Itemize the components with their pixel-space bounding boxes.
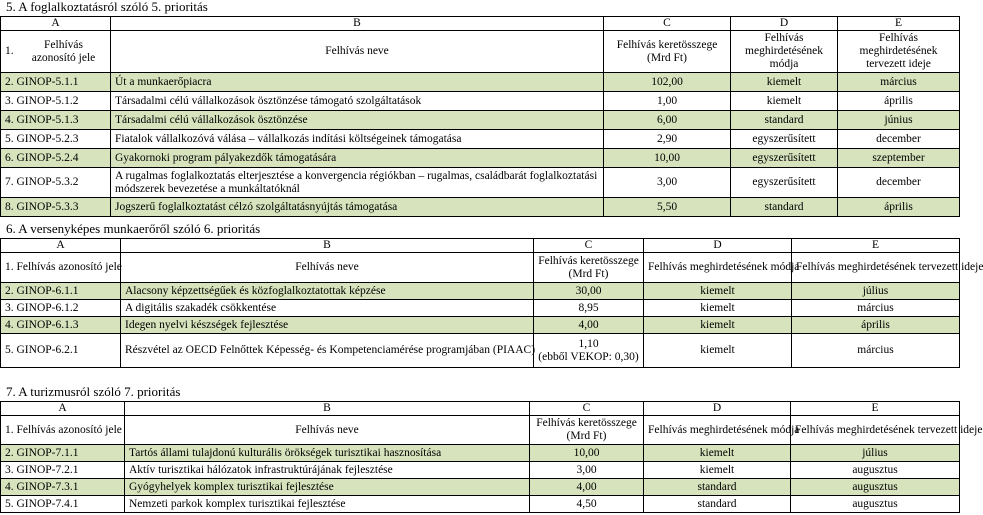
call-amount: 10,00 [604,149,731,168]
call-code: GINOP-5.3.2 [16,176,79,189]
call-name: Társadalmi célú vállalkozások ösztönzése támogató szolgáltatások [111,92,604,111]
table-row [1,168,960,198]
call-amount: 5,50 [604,198,731,217]
row-number: 8. [5,200,14,213]
call-code: GINOP-7.1.1 [16,446,79,459]
call-id [1,111,111,130]
row-number: 2. [5,75,14,88]
header-id-cell [1,31,111,73]
call-method: kiemelt [731,92,838,111]
column-letter: C [604,17,731,31]
column-letters-row [1,17,960,31]
call-code: GINOP-6.1.2 [16,301,79,314]
call-amount: 6,00 [604,111,731,130]
call-method: egyszerűsített [731,149,838,168]
column-letter: D [644,402,791,416]
header-row [1,416,960,445]
column-letter: E [792,239,960,253]
row-number: 6. [5,151,14,164]
row-number: 4. [5,318,14,331]
column-letter: A [1,402,125,416]
column-letter: C [534,239,644,253]
call-name: Aktív turisztikai hálózatok infrastruktúrájának fejlesztése [125,462,530,479]
column-letter: D [731,17,838,31]
call-name: Társadalmi célú vállalkozások ösztönzése [111,111,604,130]
call-method: kiemelt [731,73,838,92]
row-number: 5. [5,497,14,510]
call-method: kiemelt [644,445,791,462]
header-method: Felhívás meghirdetésének módja [731,31,838,73]
column-letter: B [111,17,604,31]
call-amount: 3,00 [604,168,731,198]
call-amount: 1,00 [604,92,731,111]
call-code: GINOP-5.2.3 [16,132,79,145]
call-date: szeptember [838,149,960,168]
call-amount: 4,50 [530,496,644,513]
call-date: március [838,73,960,92]
call-name: Fiatalok vállalkozóvá válása – vállalkozás indítási költségeinek támogatása [111,130,604,149]
row-number: 1. [5,423,14,436]
call-date: március [792,300,960,317]
call-method: egyszerűsített [731,168,838,198]
header-name: Felhívás neve [121,253,534,283]
call-amount: 102,00 [604,73,731,92]
call-amount: 4,00 [534,317,644,334]
row-number: 4. [5,113,14,126]
call-method: kiemelt [644,283,792,300]
call-date: december [838,168,960,198]
call-date: április [792,317,960,334]
call-code: GINOP-5.2.4 [16,151,79,164]
row-number: 2. [5,284,14,297]
call-date: július [791,445,960,462]
table-row [1,317,960,334]
call-id [1,168,111,198]
column-letter: B [121,239,534,253]
call-id [1,130,111,149]
header-name: Felhívás neve [125,416,530,445]
header-id: Felhívás azonosító jele [16,261,122,274]
call-code: GINOP-5.1.3 [16,113,79,126]
call-id [1,317,121,334]
header-id: Felhívás azonosító jele [31,38,96,64]
call-id [1,496,125,513]
call-name: Gyógyhelyek komplex turisztikai fejlesztése [125,479,530,496]
call-id [1,73,111,92]
call-name: Részvétel az OECD Felnőttek Képesség- és Kompetenciamérése programjában (PIAAC) [121,334,534,368]
call-amount: 8,95 [534,300,644,317]
call-code: GINOP-5.1.2 [16,94,79,107]
table-row [1,334,960,368]
section-6 [0,221,983,368]
header-amount: Felhívás keretösszege (Mrd Ft) [530,416,644,445]
call-amount: 2,90 [604,130,731,149]
table-row [1,462,960,479]
table-row [1,283,960,300]
column-letter: A [1,239,121,253]
call-amount: 1,10 [578,337,599,350]
call-id [1,198,111,217]
call-date: június [838,111,960,130]
table-row [1,300,960,317]
call-amount: 3,00 [530,462,644,479]
header-method: Felhívás meghirdetésének módja [644,416,791,445]
call-amount: 30,00 [534,283,644,300]
call-code: GINOP-7.3.1 [16,480,79,493]
call-method: standard [731,111,838,130]
call-name: Nemzeti parkok komplex turisztikai fejlesztése [125,496,530,513]
section-5-table [0,16,960,217]
header-id: Felhívás azonosító jele [16,423,122,436]
column-letters-row [1,402,960,416]
column-letters-row [1,239,960,253]
row-number: 5. [5,132,14,145]
call-id [1,149,111,168]
call-method: egyszerűsített [731,130,838,149]
row-number: 2. [5,446,14,459]
call-id [1,300,121,317]
call-date: március [792,334,960,368]
call-method: kiemelt [644,334,792,368]
section-5 [0,0,959,217]
header-date: Felhívás meghirdetésének tervezett ideje [792,253,960,283]
call-name: Tartós állami tulajdonú kulturális örökségek turisztikai hasznosítása [125,445,530,462]
call-name: Jogszerű foglalkoztatást célzó szolgáltatásnyújtás támogatása [111,198,604,217]
call-code: GINOP-7.2.1 [16,463,79,476]
row-number: 7. [5,176,14,189]
table-row [1,111,960,130]
row-number: 5. [5,344,14,357]
header-row [1,253,960,283]
header-amount: Felhívás keretösszege (Mrd Ft) [534,253,644,283]
call-code: GINOP-5.3.3 [16,200,79,213]
call-code: GINOP-6.1.1 [16,284,79,297]
call-amount: 4,00 [530,479,644,496]
section-5-title: 5. A foglalkoztatásról szóló 5. prioritás [6,0,208,14]
header-name: Felhívás neve [111,31,604,73]
table-row [1,149,960,168]
section-6-table [0,238,983,368]
column-letter: A [1,17,111,31]
column-letter: B [125,402,530,416]
header-id-cell [1,416,125,445]
call-name: Alacsony képzettségűek és közfoglalkoztatottak képzése [121,283,534,300]
call-id [1,283,121,300]
call-name: Idegen nyelvi készségek fejlesztése [121,317,534,334]
row-number: 4. [5,480,14,493]
row-number: 3. [5,301,14,314]
table-row [1,496,960,513]
call-name: A digitális szakadék csökkentése [121,300,534,317]
call-amount: 10,00 [530,445,644,462]
call-method: standard [644,496,791,513]
call-method: standard [644,479,791,496]
section-7-title: 7. A turizmusról szóló 7. prioritás [6,384,181,399]
row-number: 3. [5,94,14,107]
call-date: április [838,198,960,217]
call-name: A rugalmas foglalkoztatás elterjesztése a konvergencia régiókban – rugalmas, családbarát foglalkoztatási módszerek bevezetése a munkáltatóknál [111,168,604,198]
header-row [1,31,960,73]
table-row [1,73,960,92]
call-id [1,462,125,479]
call-method: kiemelt [644,462,791,479]
call-id [1,92,111,111]
call-id [1,479,125,496]
call-id [1,445,125,462]
call-date: december [838,130,960,149]
table-row [1,92,960,111]
call-code: GINOP-5.1.1 [16,75,79,88]
table-row [1,130,960,149]
row-number: 3. [5,463,14,476]
call-id [1,334,121,368]
call-amount-note: (ebből VEKOP: 0,30) [538,350,639,363]
row-number: 1. [5,261,14,274]
call-code: GINOP-6.1.3 [16,318,79,331]
column-letter: E [791,402,960,416]
call-amount-cell [534,334,644,368]
section-7-table [0,401,983,513]
call-method: kiemelt [644,300,792,317]
section-7 [0,384,983,513]
table-row [1,198,960,217]
call-date: augusztus [791,462,960,479]
table-row [1,445,960,462]
call-name: Út a munkaerőpiacra [111,73,604,92]
call-method: kiemelt [644,317,792,334]
header-id-cell [1,253,121,283]
call-date: április [838,92,960,111]
table-row [1,479,960,496]
call-date: július [792,283,960,300]
call-name: Gyakornoki program pályakezdők támogatására [111,149,604,168]
column-letter: E [838,17,960,31]
header-amount: Felhívás keretösszege (Mrd Ft) [604,31,731,73]
row-number: 1. [5,45,14,58]
header-date: Felhívás meghirdetésének tervezett ideje [791,416,960,445]
call-date: augusztus [791,479,960,496]
call-date: augusztus [791,496,960,513]
call-code: GINOP-6.2.1 [16,344,79,357]
column-letter: C [530,402,644,416]
call-code: GINOP-7.4.1 [16,497,79,510]
call-method: standard [731,198,838,217]
section-6-title: 6. A versenyképes munkaerőről szóló 6. prioritás [6,221,261,236]
column-letter: D [644,239,792,253]
header-date: Felhívás meghirdetésének tervezett ideje [838,31,960,73]
header-method: Felhívás meghirdetésének módja [644,253,792,283]
